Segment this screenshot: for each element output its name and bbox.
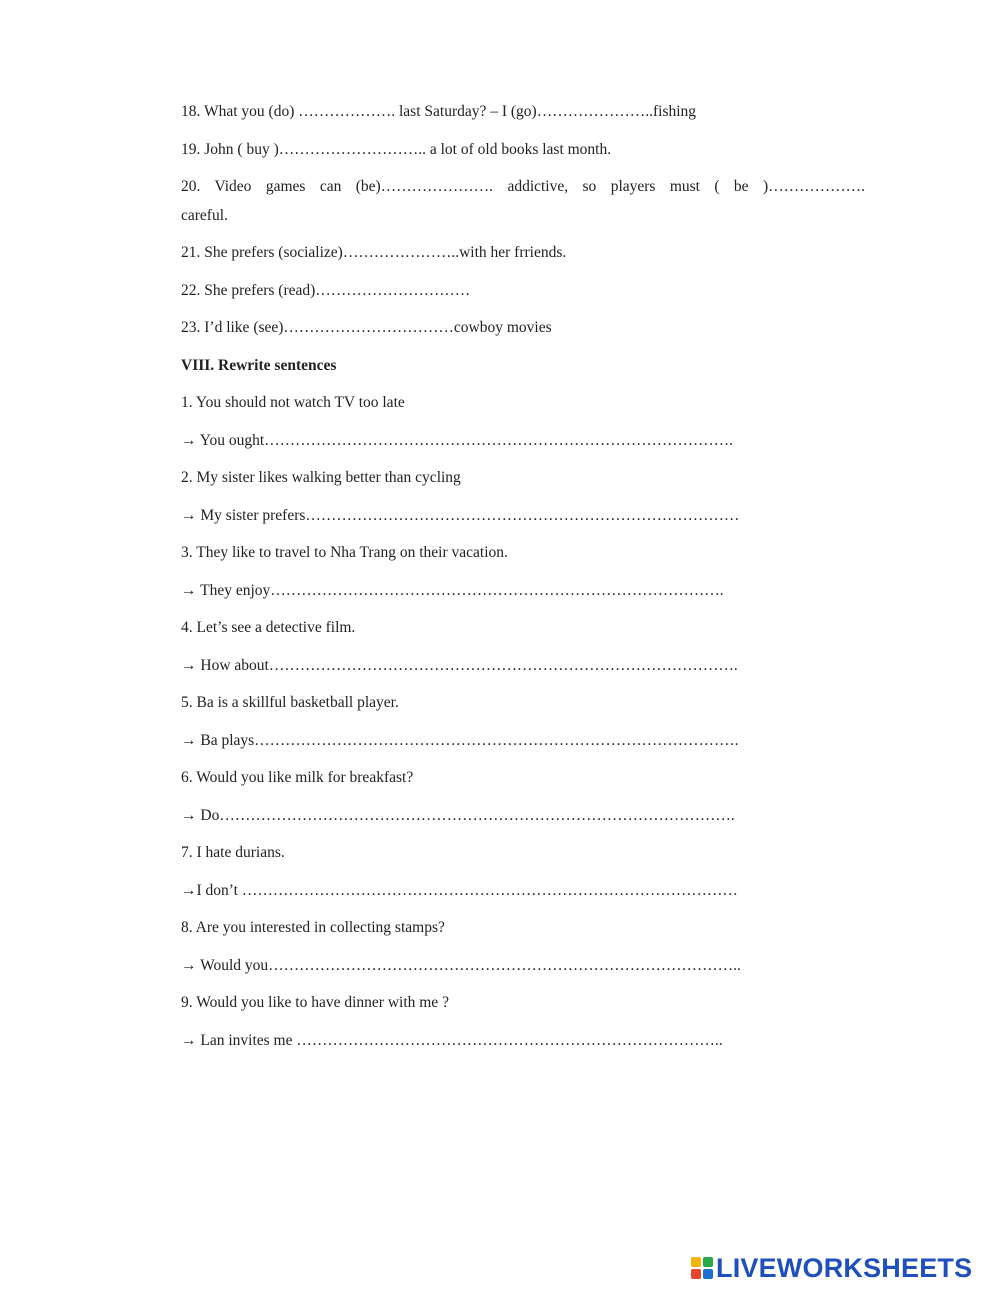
logo-text: LIVEWORKSHEETS xyxy=(716,1252,973,1283)
section-title: VIII. Rewrite sentences xyxy=(181,357,337,374)
rewrite-prompt-4: 4. Let’s see a detective film. xyxy=(181,619,356,636)
rewrite-prompt-1: 1. You should not watch TV too late xyxy=(181,394,405,411)
exercise-item-23: 23. I’d like (see)……………………………cowboy movies xyxy=(181,319,552,336)
rewrite-prompt-2: 2. My sister likes walking better than cycling xyxy=(181,469,461,486)
rewrite-answer-line-9[interactable]: → Lan invites me ……………………………………………………………………….. xyxy=(181,1032,723,1049)
rewrite-answer-line-1[interactable]: → You ought………………………………………………………………………………. xyxy=(181,432,733,449)
exercise-item-19: 19. John ( buy )……………………….. a lot of old books last month. xyxy=(181,141,612,158)
logo-mark-icon xyxy=(691,1257,713,1279)
rewrite-answer-line-5[interactable]: → Ba plays…………………………………………………………………………………. xyxy=(181,732,739,749)
liveworksheets-logo xyxy=(691,1252,972,1284)
rewrite-prompt-6: 6. Would you like milk for breakfast? xyxy=(181,769,414,786)
rewrite-prompt-9: 9. Would you like to have dinner with me ? xyxy=(181,994,449,1011)
rewrite-prompt-7: 7. I hate durians. xyxy=(181,844,285,861)
rewrite-answer-line-6[interactable]: → Do………………………………………………………………………………………. xyxy=(181,807,735,824)
rewrite-prompt-3: 3. They like to travel to Nha Trang on their vacation. xyxy=(181,544,508,561)
rewrite-answer-line-8[interactable]: → Would you……………………………………………………………………………….. xyxy=(181,957,741,974)
exercise-item-20-continuation: careful. xyxy=(181,207,228,224)
exercise-item-21: 21. She prefers (socialize)…………………..with her frriends. xyxy=(181,244,567,261)
rewrite-answer-line-2[interactable]: → My sister prefers………………………………………………………………………… xyxy=(181,507,740,524)
rewrite-prompt-5: 5. Ba is a skillful basketball player. xyxy=(181,694,399,711)
rewrite-answer-line-7[interactable]: →I don’t …………………………………………………………………………………… xyxy=(181,882,738,899)
rewrite-answer-line-4[interactable]: → How about………………………………………………………………………………. xyxy=(181,657,738,674)
exercise-item-18: 18. What you (do) ………………. last Saturday? – I (go)…………………..fishing xyxy=(181,103,697,120)
exercise-item-20: 20. Video games can (be)…………………. addictive, so players must ( be )………………. xyxy=(181,178,865,195)
rewrite-answer-line-3[interactable]: → They enjoy……………………………………………………………………………. xyxy=(181,582,724,599)
exercise-item-22: 22. She prefers (read)………………………… xyxy=(181,282,471,299)
rewrite-prompt-8: 8. Are you interested in collecting stamps? xyxy=(181,919,445,936)
